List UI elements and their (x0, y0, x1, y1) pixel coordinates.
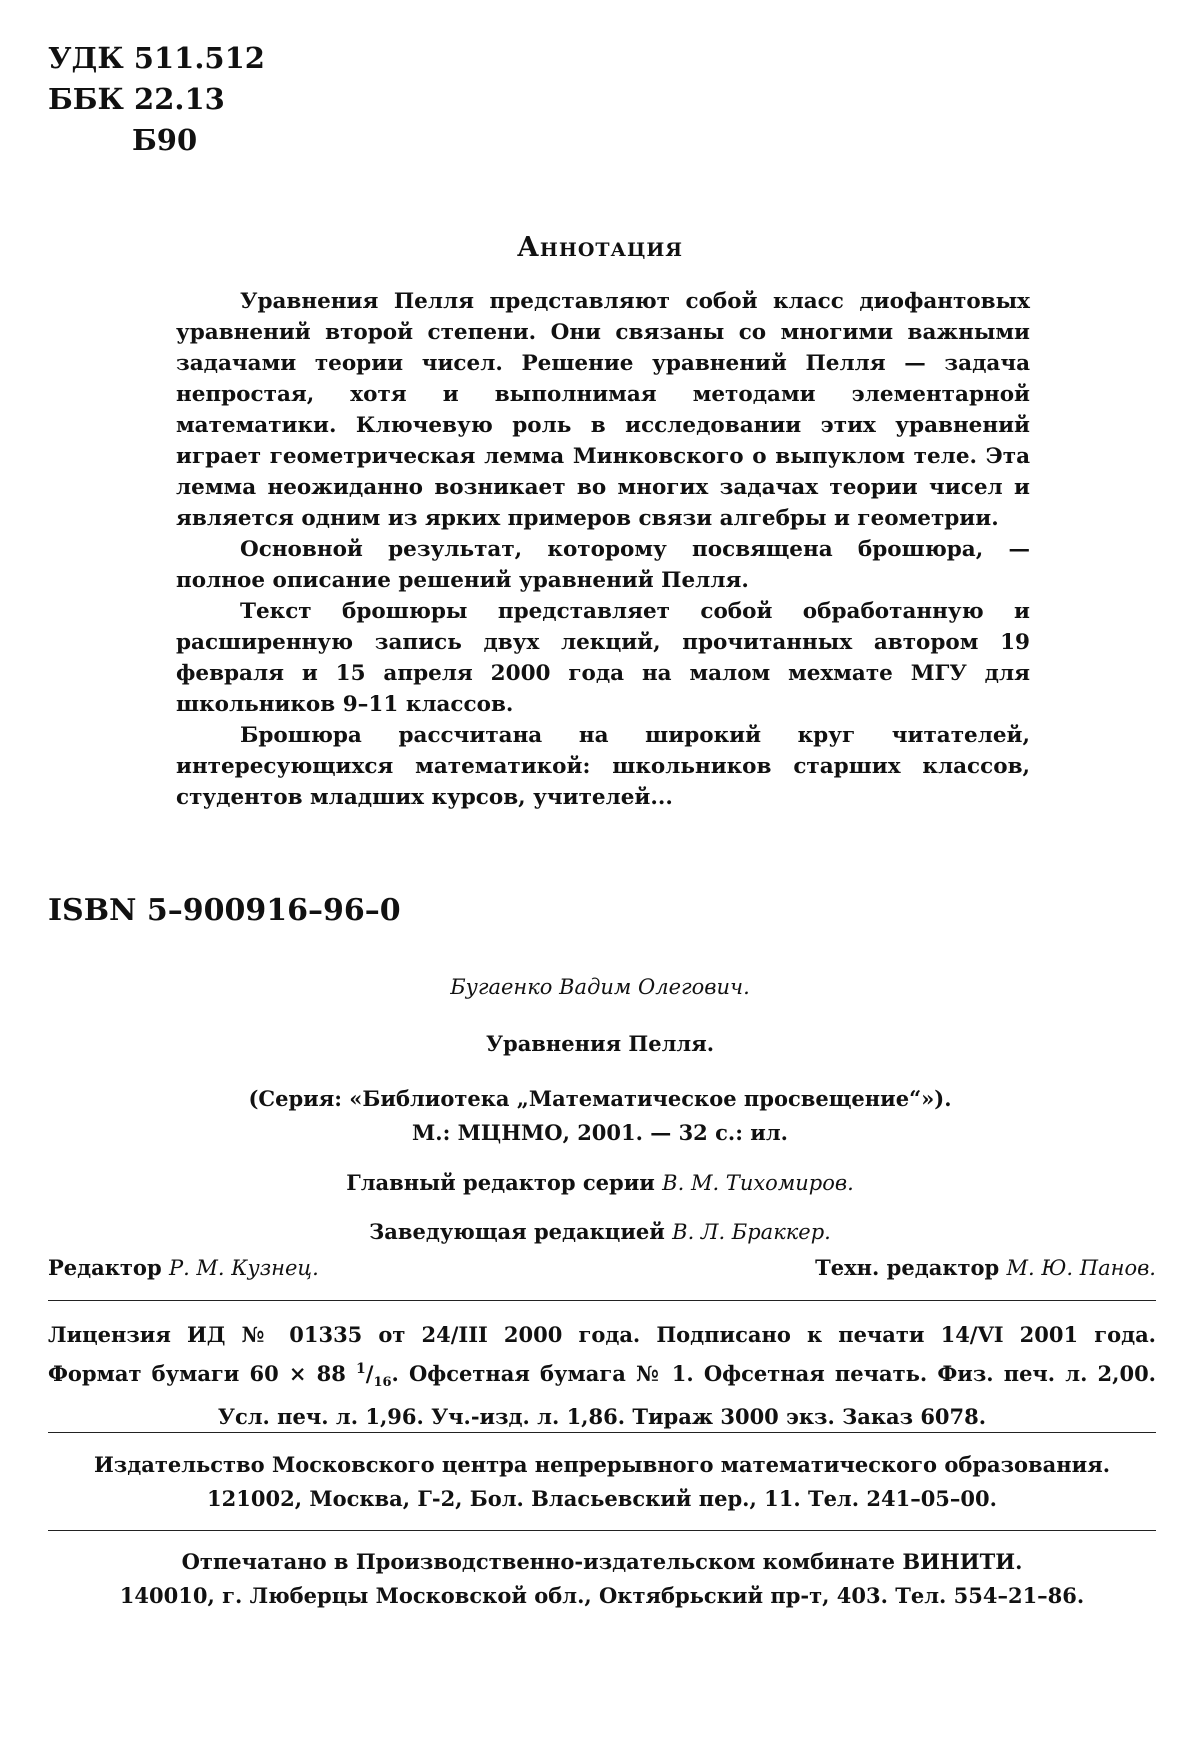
print-run-line: Усл. печ. л. 1,96. Уч.-изд. л. 1,86. Тираж 3000 экз. Заказ 6078. (217, 1404, 987, 1430)
format-denominator: 16 (373, 1375, 392, 1391)
chief-editor-label: Главный редактор серии (346, 1170, 655, 1195)
format-numerator: 1 (356, 1361, 366, 1377)
annotation-paragraph: Текст брошюры представляет собой обработанную и расширенную запись двух лекций, прочитанных автором 19 февраля и 15 апреля 2000 года на малом мехмате МГУ для школьников 9–11 классов. (176, 599, 1030, 717)
series-info (0, 1082, 1200, 1150)
author-mark: Б90 (132, 123, 198, 157)
head-of-editorial (0, 1219, 1200, 1244)
bbk-code: ББК 22.13 (48, 82, 225, 116)
editor (48, 1255, 319, 1280)
annotation-title: Аннотация (516, 232, 684, 263)
editor-label: Редактор (48, 1255, 162, 1280)
chief-editor-name: В. М. Тихомиров. (662, 1171, 854, 1195)
classification-block (48, 38, 265, 161)
chief-editor (0, 1170, 1200, 1195)
head-label: Заведующая редакцией (369, 1219, 665, 1244)
format-line: Формат бумаги 60 × 88 $^1/_{16}$. Офсетная бумага № 1. Офсетная печать. Физ. печ. л. 2,00. (48, 1361, 1156, 1391)
format-suffix: . Офсетная бумага № 1. Офсетная печать. Физ. печ. л. 2,00. (391, 1361, 1156, 1386)
divider (48, 1432, 1156, 1433)
printer-name: Отпечатано в Производственно-издательском комбинате ВИНИТИ. (181, 1549, 1023, 1574)
printer-block (48, 1545, 1156, 1613)
printer-address: 140010, г. Люберцы Московской обл., Октябрьский пр-т, 403. Тел. 554–21–86. (119, 1583, 1085, 1608)
format-prefix: Формат бумаги 60 × 88 (48, 1361, 346, 1386)
publisher-block (48, 1448, 1156, 1516)
editor-name: Р. М. Кузнец. (168, 1256, 319, 1280)
tech-editor-label: Техн. редактор (815, 1255, 1000, 1280)
publisher-address: 121002, Москва, Г-2, Бол. Власьевский пер., 11. Тел. 241–05–00. (207, 1486, 997, 1511)
annotation-body (176, 286, 1030, 813)
divider (48, 1300, 1156, 1301)
editors-row (48, 1255, 1156, 1280)
annotation-paragraph: Основной результат, которому посвящена брошюра, — полное описание решений уравнений Пелля. (176, 537, 1030, 593)
annotation-paragraph: Уравнения Пелля представляют собой класс диофантовых уравнений второй степени. Они связаны со многими важными задачами теории чисел. Решение уравнений Пелля — задача непростая, хотя и выполнимая методами элементарной математики. Ключевую роль в исследовании этих уравнений играет геометрическая лемма Минковского о выпуклом теле. Эта лемма неожиданно возникает во многих задачах теории чисел и является одним из ярких примеров связи алгебры и геометрии. (176, 289, 1030, 531)
publisher-name: Издательство Московского центра непрерывного математического образования. (93, 1452, 1111, 1477)
publication-info: М.: МЦНМО, 2001. — 32 с.: ил. (412, 1120, 788, 1145)
tech-editor-name: М. Ю. Панов. (1006, 1256, 1156, 1280)
license-line: Лицензия ИД № 01335 от 24/III 2000 года. Подписано к печати 14/VI 2001 года. (48, 1322, 1156, 1347)
author-name: Бугаенко Вадим Олегович. (450, 975, 750, 999)
license-block (48, 1318, 1156, 1434)
isbn: ISBN 5–900916–96–0 (48, 893, 401, 928)
tech-editor (815, 1255, 1156, 1280)
series-name: (Серия: «Библиотека „Математическое просвещение“»). (248, 1086, 952, 1111)
head-name: В. Л. Браккер. (672, 1220, 831, 1244)
udk-code: УДК 511.512 (48, 41, 265, 75)
divider (48, 1530, 1156, 1531)
annotation-paragraph: Брошюра рассчитана на широкий круг читателей, интересующихся математикой: школьников старших классов, студентов младших курсов, учителей... (176, 723, 1030, 810)
book-title: Уравнения Пелля. (485, 1031, 715, 1056)
